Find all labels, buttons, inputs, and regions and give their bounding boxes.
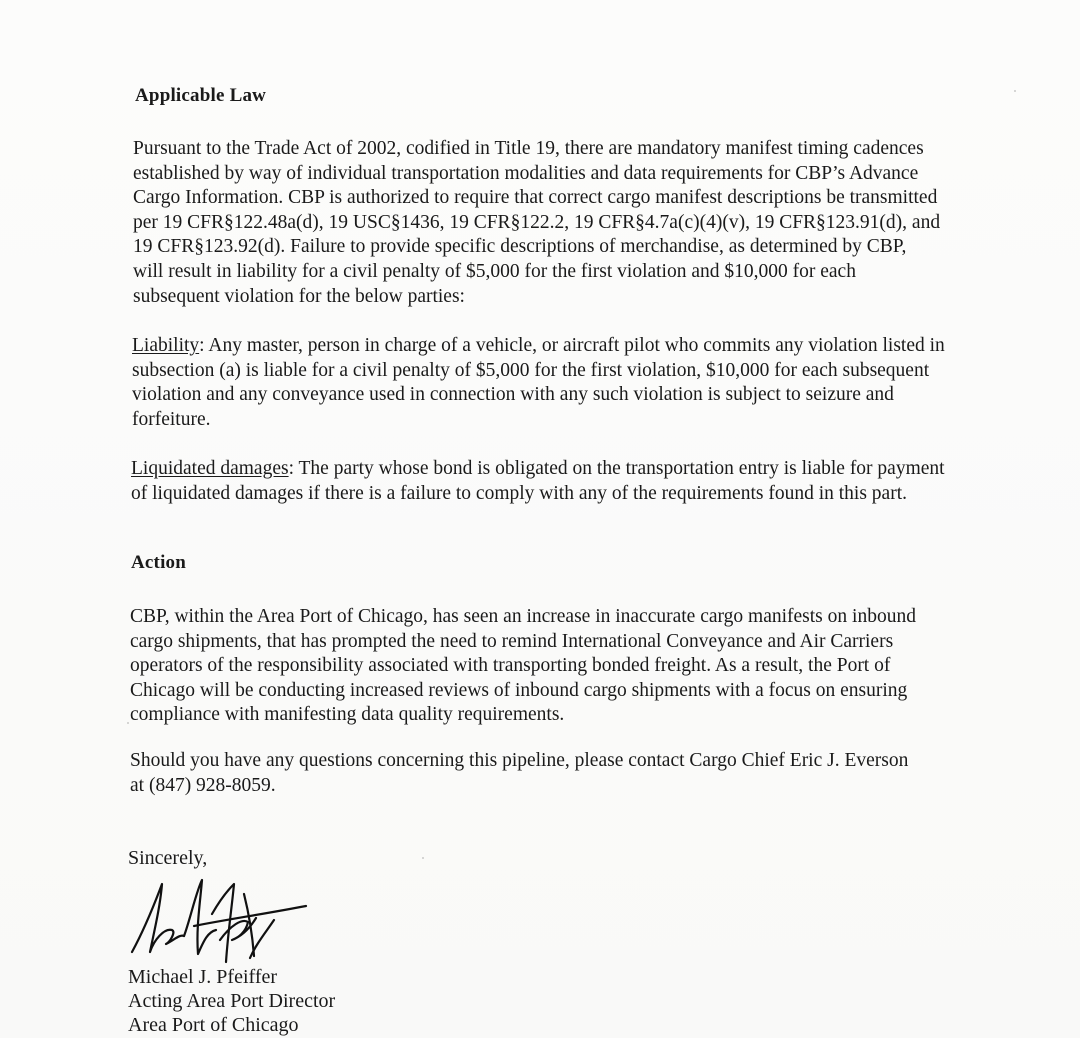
- liquidated-damages-paragraph: [131, 457, 957, 506]
- liquidated-damages-text: : The party whose bond is obligated on the transportation entry is liable for payment of liquidated damages if there is a failure to comply with any of the requirements found in this part.: [131, 458, 945, 504]
- liability-term: Liability: [132, 335, 200, 356]
- closing-salutation: Sincerely,: [128, 847, 208, 869]
- action-paragraph: CBP, within the Area Port of Chicago, has seen an increase in inaccurate cargo manifests on inbound cargo shipments, that has prompted the need to remind International Conveyance and Air Carriers operators of the responsibility associated with transporting bonded freight. As a result, the Port of Chicago will be conducting increased reviews of inbound cargo shipments with a focus on ensuring compliance with manifesting data quality requirements.: [130, 606, 916, 726]
- action-heading: Action: [131, 552, 187, 573]
- liability-paragraph: [132, 334, 950, 432]
- handwritten-signature: [124, 870, 314, 975]
- signatory-name: Michael J. Pfeiffer: [128, 966, 278, 988]
- signatory-office: Area Port of Chicago: [128, 1014, 299, 1036]
- applicable-law-heading: Applicable Law: [135, 85, 267, 106]
- liquidated-damages-term: Liquidated damages: [131, 458, 289, 479]
- contact-paragraph: Should you have any questions concerning this pipeline, please contact Cargo Chief Eric J. Everson at (847) 928-8059.: [130, 750, 909, 796]
- liability-text: : Any master, person in charge of a vehicle, or aircraft pilot who commits any violation listed in subsection (a) is liable for a civil penalty of $5,000 for the first violation, $10,000 for each subsequent violation and any conveyance used in connection with any such violation is subject to seizure and forfeiture.: [132, 335, 945, 430]
- signatory-title: Acting Area Port Director: [128, 990, 336, 1012]
- scan-speck: [422, 857, 424, 859]
- applicable-law-paragraph: Pursuant to the Trade Act of 2002, codified in Title 19, there are mandatory manifest timing cadences established by way of individual transportation modalities and data requirements for CBP’s Advance Cargo Information. CBP is authorized to require that correct cargo manifest descriptions be transmitted per 19 CFR§122.48a(d), 19 USC§1436, 19 CFR§122.2, 19 CFR§4.7a(c)(4)(v), 19 CFR§123.91(d), and 19 CFR§123.92(d). Failure to provide specific descriptions of merchandise, as determined by CBP, will result in liability for a civil penalty of $5,000 for the first violation and $10,000 for each subsequent violation for the below parties:: [133, 138, 941, 307]
- scan-speck: [127, 722, 129, 724]
- scan-speck: [1014, 90, 1016, 92]
